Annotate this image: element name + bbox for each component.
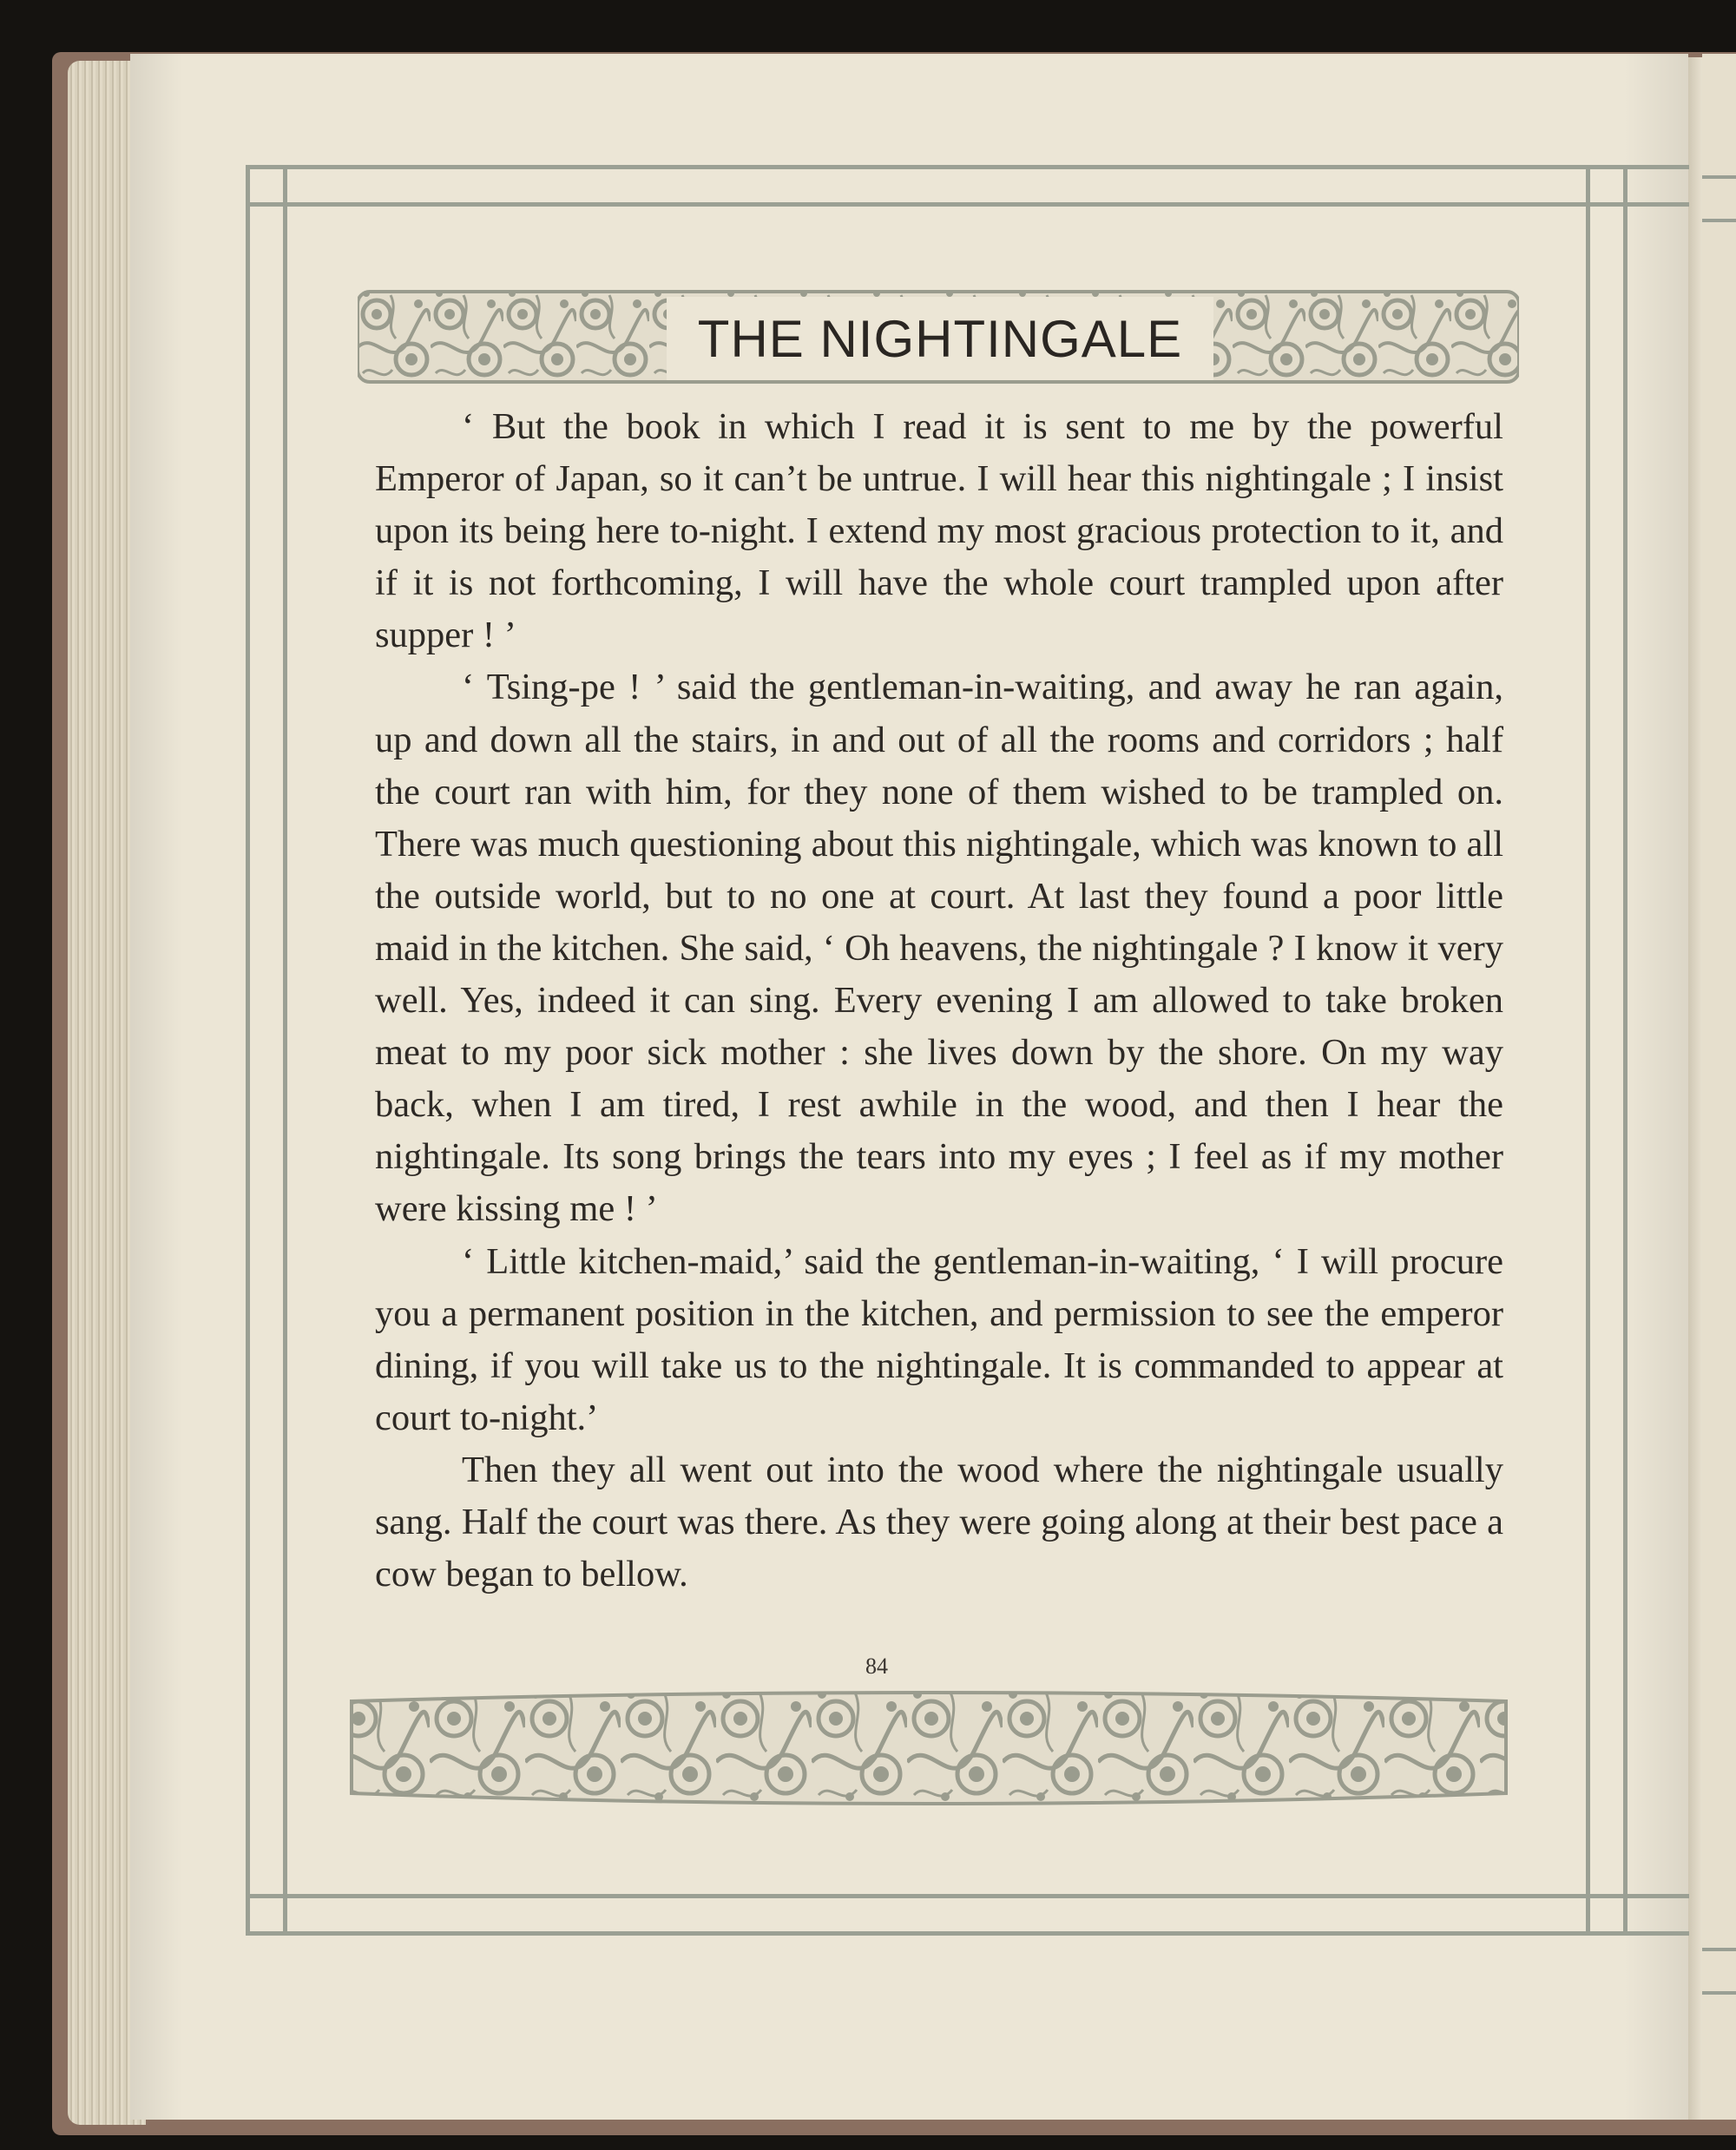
paragraph: ‘ But the book in which I read it is sent to me by the powerful Emperor of Japan, so it can’t be untrue. I will hear this nightingale ; I insist upon its being here to-night. I extend my most gracious protection to it, and if it is not forthcoming, I will have the whole court trampled upon after supper ! ’: [375, 406, 1503, 656]
frame-rule-left-inner: [283, 165, 287, 1936]
paragraph: ‘ Little kitchen-maid,’ said the gentleman-in-waiting, ‘ I will procure you a permanent position in the kitchen, and permission to see the emperor dining, if you will take us to the nightingale. It is commanded to appear at court to-night.’: [375, 1240, 1503, 1438]
paragraph: Then they all went out into the wood where the nightingale usually sang. Half the court was there. As they were going along at their best pace a cow began to bellow.: [375, 1449, 1503, 1595]
floral-scroll-ornament-icon: [334, 1684, 1523, 1814]
frame-rule-top-outer: [246, 165, 1689, 169]
frame-rule-bottom-inner: [246, 1894, 1689, 1898]
facing-rule: [1702, 1948, 1736, 1951]
facing-rule: [1702, 1991, 1736, 1995]
frame-rule-top-inner: [246, 202, 1689, 207]
facing-rule: [1702, 219, 1736, 222]
facing-page-edge: [1702, 54, 1736, 2120]
frame-rule-bottom-outer: [246, 1931, 1689, 1936]
facing-rule: [1702, 175, 1736, 179]
body-text: [375, 401, 1503, 1601]
title-box: [667, 297, 1213, 380]
page-number: 84: [865, 1654, 888, 1679]
frame-rule-left-outer: [246, 165, 250, 1936]
frame-rule-right-outer: [1623, 165, 1628, 1936]
frame-rule-right-inner: [1586, 165, 1590, 1936]
book-gutter: [1688, 57, 1702, 2120]
paragraph: ‘ Tsing-pe ! ’ said the gentleman-in-waiting, and away he ran again, up and down all the stairs, in and out of all the rooms and corridors ; half the court ran with him, for they none of them wished to be trampled on. There was much questioning about this nightingale, which was known to all the outside world, but to no one at court. At last they found a poor little maid in the kitchen. She said, ‘ Oh heavens, the nightingale ? I know it very well. Yes, indeed it can sing. Every evening I am allowed to take broken meat to my poor sick mother : she lives down by the shore. On my way back, when I am tired, I rest awhile in the wood, and then I hear the nightingale. Its song brings the tears into my eyes ; I feel as if my mother were kissing me ! ’: [375, 667, 1503, 1230]
page-title: THE NIGHTINGALE: [697, 309, 1183, 368]
